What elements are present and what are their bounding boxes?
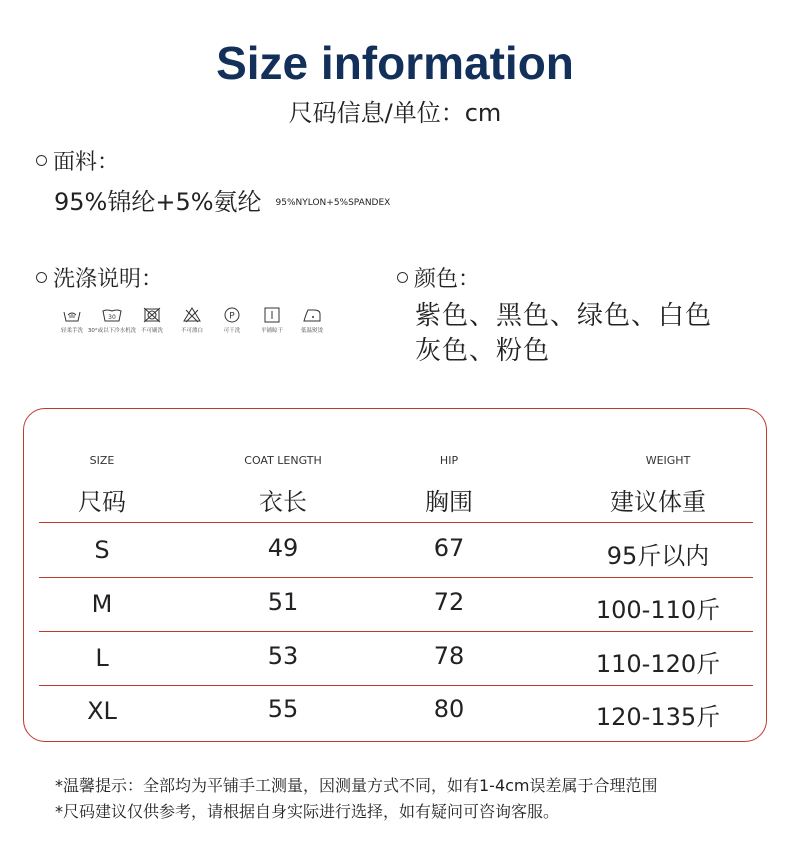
cell-size: L [95,644,109,672]
colors-section [397,262,480,293]
dry-clean-p-icon [222,306,242,324]
care-text: 不可刷洗 [140,328,163,334]
care-text: 不可漂白 [180,328,203,334]
svg-text:30: 30 [108,314,116,321]
cell-hip: 80 [433,695,465,723]
care-text: 低温熨烫 [300,328,323,334]
fabric-value-row [54,182,390,217]
cell-length: 51 [267,588,299,616]
care-text: 平铺晾干 [260,328,283,334]
care-text: 轻柔手洗 [60,328,83,334]
table-divider [39,522,753,523]
table-divider [39,631,753,632]
hand-wash-icon [62,306,82,324]
cell-weight: 100-110斤 [595,596,721,624]
bullet-circle-icon [36,272,47,283]
care-text: 30°或以下冷水机洗 [87,328,137,334]
header-size-en: SIZE [89,454,115,467]
cell-size: XL [87,697,117,725]
machine-wash-30-icon [102,306,122,324]
colors-line-2: 灰色、粉色 [415,336,551,366]
care-icons-row [52,306,352,334]
fabric-value: 95%锦纶+5%氨纶 [54,188,262,216]
note-size-advice: *尺码建议仅供参考，请根据自身实际进行选择，如有疑问可咨询客服。 [55,802,560,821]
care-text: 可干洗 [223,328,241,334]
fabric-section [36,145,119,176]
care-item [252,306,292,334]
no-bleach-icon [182,306,202,324]
wash-label: 洗涤说明： [53,267,164,292]
page-subtitle: 尺码信息/单位：cm [288,99,502,127]
header-size-cn: 尺码 [78,488,126,516]
bullet-circle-icon [36,155,47,166]
cell-weight: 110-120斤 [595,650,721,678]
care-item [212,306,252,334]
table-divider [39,685,753,686]
cell-size: S [94,536,110,564]
flat-dry-icon [262,306,282,324]
header-hip-en: HIP [439,454,459,467]
cell-length: 55 [267,695,299,723]
note-measurement: *温馨提示：全部均为平铺手工测量，因测量方式不同，如有1-4cm误差属于合理范围 [55,776,658,795]
header-length-cn: 衣长 [259,488,307,516]
low-iron-icon [302,306,322,324]
header-length-en: COAT LENGTH [244,454,322,467]
wash-section [36,262,163,293]
cell-hip: 72 [433,588,465,616]
cell-hip: 78 [433,642,465,670]
svg-text:P: P [229,311,235,322]
colors-line-1: 紫色、黑色、绿色、白色 [415,301,713,331]
fabric-label: 面料： [53,150,120,175]
care-item [132,306,172,334]
header-hip-cn: 胸围 [425,488,473,516]
cell-length: 49 [267,534,299,562]
colors-label: 颜色： [414,267,481,292]
cell-weight: 95斤以内 [606,542,710,570]
bullet-circle-icon [397,272,408,283]
care-item [87,306,137,334]
cell-length: 53 [267,642,299,670]
cell-weight: 120-135斤 [595,703,721,731]
care-item [52,306,92,334]
fabric-value-en: 95%NYLON+5%SPANDEX [275,198,391,208]
cell-size: M [91,590,113,618]
cell-hip: 67 [433,534,465,562]
header-weight-en: WEIGHT [645,454,691,467]
header-weight-cn: 建议体重 [610,488,706,516]
page-title: Size information [216,37,574,89]
table-divider [39,577,753,578]
no-tumble-dry-icon [142,306,162,324]
care-item [172,306,212,334]
care-item [292,306,332,334]
